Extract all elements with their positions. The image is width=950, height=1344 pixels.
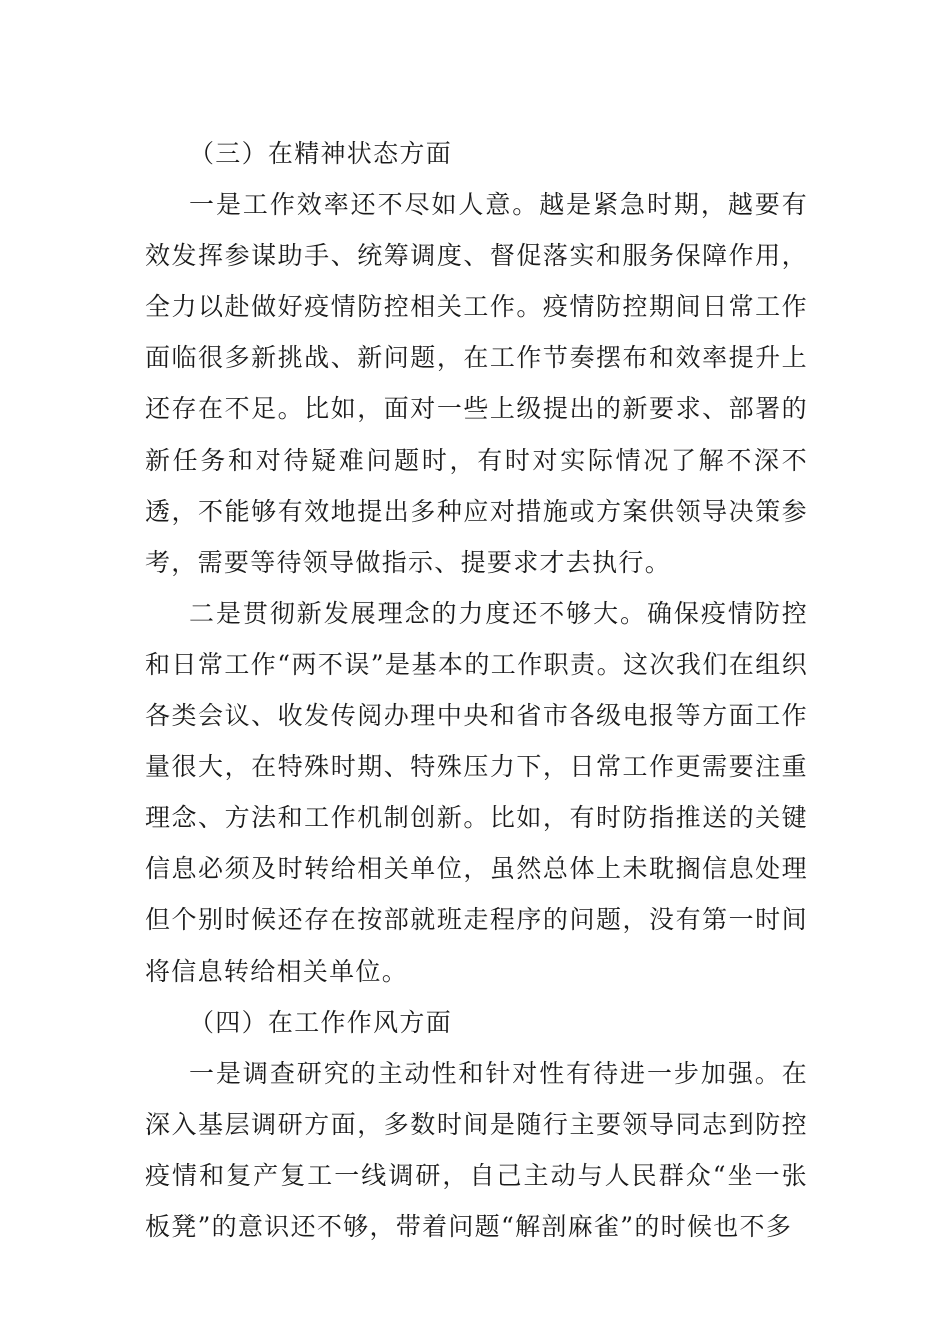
section-heading-3: （三）在精神状态方面 <box>189 139 453 168</box>
document-body <box>145 128 808 1252</box>
paragraph-research: 一是调查研究的主动性和针对性有待进一步加强。在深入基层调研方面，多数时间是随行主要领导同志到防控疫情和复产复工一线调研，自己主动与人民群众“坐一张板凳”的意识还不够，带着问题“解剖麻雀”的时候也不多 <box>145 1058 808 1241</box>
paragraph-new-development: 二是贯彻新发展理念的力度还不够大。确保疫情防控和日常工作“两不误”是基本的工作职责。这次我们在组织各类会议、收发传阅办理中央和省市各级电报等方面工作量很大，在特殊时期、特殊压力下，日常工作更需要注重理念、方法和工作机制创新。比如，有时防指推送的关键信息必须及时转给相关单位，虽然总体上未耽搁信息处理但个别时候还存在按部就班走程序的问题，没有第一时间将信息转给相关单位。 <box>145 598 808 986</box>
section-heading-4: （四）在工作作风方面 <box>189 1007 453 1037</box>
paragraph-efficiency: 一是工作效率还不尽如人意。越是紧急时期，越要有效发挥参谋助手、统筹调度、督促落实和服务保障作用，全力以赴做好疫情防控相关工作。疫情防控期间日常工作面临很多新挑战、新问题，在工作节奏摆布和效率提升上还存在不足。比如，面对一些上级提出的新要求、部署的新任务和对待疑难问题时，有时对实际情况了解不深不透，不能够有效地提出多种应对措施或方案供领导决策参考，需要等待领导做指示、提要求才去执行。 <box>145 190 808 577</box>
